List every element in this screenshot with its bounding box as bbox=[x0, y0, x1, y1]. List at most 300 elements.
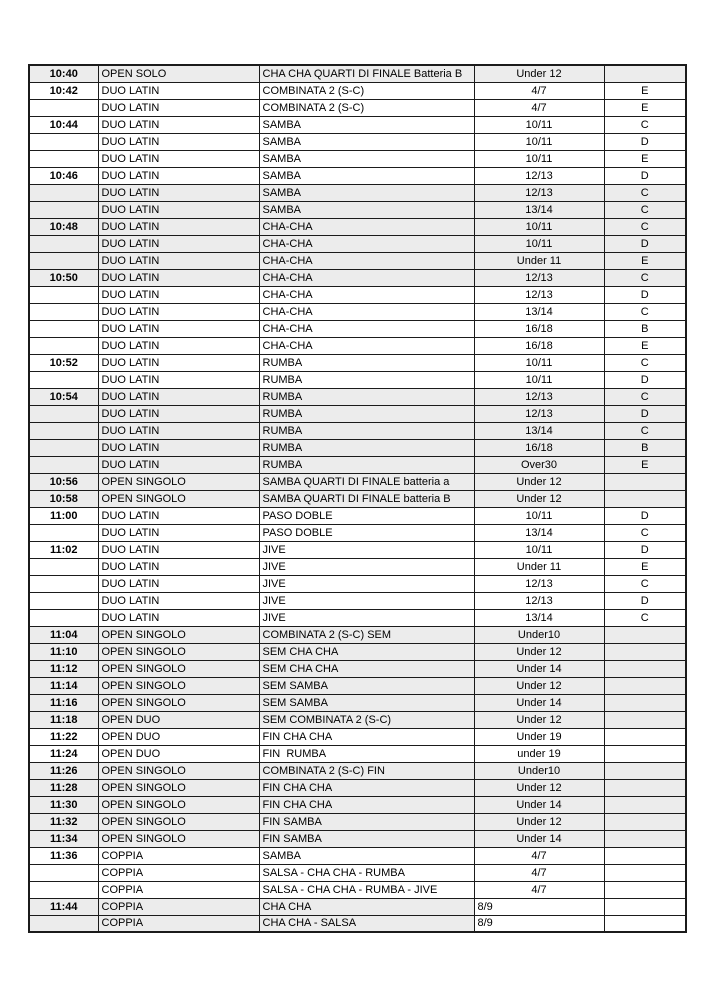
dance-cell: FIN SAMBA bbox=[259, 830, 474, 847]
dance-cell: RUMBA bbox=[259, 388, 474, 405]
dance-cell: FIN CHA CHA bbox=[259, 728, 474, 745]
dance-cell: RUMBA bbox=[259, 422, 474, 439]
dance-cell: CHA-CHA bbox=[259, 303, 474, 320]
class-letter-cell bbox=[604, 881, 686, 898]
dance-cell: JIVE bbox=[259, 558, 474, 575]
table-row bbox=[29, 694, 686, 711]
class-letter-cell: D bbox=[604, 405, 686, 422]
age-group-cell: 13/14 bbox=[474, 303, 604, 320]
table-row bbox=[29, 65, 686, 82]
class-letter-cell bbox=[604, 796, 686, 813]
category-cell: OPEN SINGOLO bbox=[98, 830, 259, 847]
age-group-cell: Under 14 bbox=[474, 660, 604, 677]
time-cell: 11:34 bbox=[29, 830, 98, 847]
table-row bbox=[29, 371, 686, 388]
time-cell: 11:36 bbox=[29, 847, 98, 864]
time-cell: 10:46 bbox=[29, 167, 98, 184]
class-letter-cell: C bbox=[604, 354, 686, 371]
dance-cell: JIVE bbox=[259, 541, 474, 558]
table-row bbox=[29, 626, 686, 643]
class-letter-cell: E bbox=[604, 150, 686, 167]
category-cell: OPEN SINGOLO bbox=[98, 643, 259, 660]
dance-cell: CHA-CHA bbox=[259, 286, 474, 303]
age-group-cell: 12/13 bbox=[474, 388, 604, 405]
class-letter-cell: D bbox=[604, 235, 686, 252]
time-cell bbox=[29, 405, 98, 422]
table-row bbox=[29, 235, 686, 252]
time-cell bbox=[29, 864, 98, 881]
time-cell: 11:44 bbox=[29, 898, 98, 915]
table-row bbox=[29, 609, 686, 626]
dance-cell: SEM CHA CHA bbox=[259, 660, 474, 677]
age-group-cell: Under 12 bbox=[474, 643, 604, 660]
dance-cell: SEM COMBINATA 2 (S-C) bbox=[259, 711, 474, 728]
category-cell: DUO LATIN bbox=[98, 252, 259, 269]
table-row bbox=[29, 779, 686, 796]
category-cell: OPEN SOLO bbox=[98, 65, 259, 82]
table-row bbox=[29, 388, 686, 405]
age-group-cell: 16/18 bbox=[474, 439, 604, 456]
table-row bbox=[29, 490, 686, 507]
category-cell: DUO LATIN bbox=[98, 422, 259, 439]
schedule-table bbox=[28, 64, 687, 933]
category-cell: DUO LATIN bbox=[98, 405, 259, 422]
age-group-cell: 12/13 bbox=[474, 575, 604, 592]
class-letter-cell bbox=[604, 915, 686, 932]
time-cell: 10:56 bbox=[29, 473, 98, 490]
dance-cell: SAMBA bbox=[259, 847, 474, 864]
age-group-cell: 12/13 bbox=[474, 269, 604, 286]
time-cell bbox=[29, 456, 98, 473]
category-cell: OPEN SINGOLO bbox=[98, 762, 259, 779]
category-cell: DUO LATIN bbox=[98, 439, 259, 456]
time-cell bbox=[29, 422, 98, 439]
dance-cell: FIN SAMBA bbox=[259, 813, 474, 830]
category-cell: OPEN DUO bbox=[98, 711, 259, 728]
age-group-cell: 10/11 bbox=[474, 218, 604, 235]
time-cell: 10:44 bbox=[29, 116, 98, 133]
class-letter-cell: C bbox=[604, 201, 686, 218]
schedule-table-body bbox=[29, 65, 686, 932]
class-letter-cell: C bbox=[604, 269, 686, 286]
class-letter-cell: C bbox=[604, 388, 686, 405]
age-group-cell: Under 14 bbox=[474, 796, 604, 813]
age-group-cell: Under 12 bbox=[474, 711, 604, 728]
time-cell bbox=[29, 524, 98, 541]
age-group-cell: 10/11 bbox=[474, 354, 604, 371]
age-group-cell: 13/14 bbox=[474, 524, 604, 541]
table-row bbox=[29, 524, 686, 541]
category-cell: OPEN DUO bbox=[98, 745, 259, 762]
time-cell: 10:58 bbox=[29, 490, 98, 507]
time-cell bbox=[29, 99, 98, 116]
age-group-cell: 16/18 bbox=[474, 337, 604, 354]
class-letter-cell: C bbox=[604, 609, 686, 626]
time-cell: 11:12 bbox=[29, 660, 98, 677]
age-group-cell: Over30 bbox=[474, 456, 604, 473]
age-group-cell: 12/13 bbox=[474, 167, 604, 184]
table-row bbox=[29, 99, 686, 116]
dance-cell: SAMBA QUARTI DI FINALE batteria a bbox=[259, 473, 474, 490]
dance-cell: PASO DOBLE bbox=[259, 524, 474, 541]
time-cell: 11:00 bbox=[29, 507, 98, 524]
category-cell: OPEN SINGOLO bbox=[98, 473, 259, 490]
time-cell: 10:40 bbox=[29, 65, 98, 82]
dance-cell: COMBINATA 2 (S-C) bbox=[259, 99, 474, 116]
dance-cell: SAMBA bbox=[259, 201, 474, 218]
age-group-cell: Under 12 bbox=[474, 677, 604, 694]
category-cell: OPEN SINGOLO bbox=[98, 660, 259, 677]
category-cell: COPPIA bbox=[98, 915, 259, 932]
dance-cell: CHA CHA - SALSA bbox=[259, 915, 474, 932]
age-group-cell: Under 12 bbox=[474, 65, 604, 82]
category-cell: DUO LATIN bbox=[98, 337, 259, 354]
age-group-cell: 13/14 bbox=[474, 609, 604, 626]
table-row bbox=[29, 881, 686, 898]
table-row bbox=[29, 150, 686, 167]
category-cell: OPEN SINGOLO bbox=[98, 677, 259, 694]
time-cell bbox=[29, 150, 98, 167]
age-group-cell: Under 12 bbox=[474, 490, 604, 507]
table-row bbox=[29, 201, 686, 218]
time-cell bbox=[29, 320, 98, 337]
class-letter-cell: C bbox=[604, 218, 686, 235]
category-cell: OPEN DUO bbox=[98, 728, 259, 745]
dance-cell: CHA-CHA bbox=[259, 235, 474, 252]
dance-cell: SALSA - CHA CHA - RUMBA bbox=[259, 864, 474, 881]
table-row bbox=[29, 167, 686, 184]
class-letter-cell: D bbox=[604, 167, 686, 184]
class-letter-cell bbox=[604, 473, 686, 490]
class-letter-cell: D bbox=[604, 507, 686, 524]
category-cell: COPPIA bbox=[98, 864, 259, 881]
dance-cell: SAMBA QUARTI DI FINALE batteria B bbox=[259, 490, 474, 507]
dance-cell: SEM CHA CHA bbox=[259, 643, 474, 660]
class-letter-cell: D bbox=[604, 541, 686, 558]
class-letter-cell bbox=[604, 626, 686, 643]
table-row bbox=[29, 473, 686, 490]
class-letter-cell: C bbox=[604, 303, 686, 320]
dance-cell: FIN CHA CHA bbox=[259, 779, 474, 796]
table-row bbox=[29, 269, 686, 286]
category-cell: DUO LATIN bbox=[98, 133, 259, 150]
time-cell bbox=[29, 303, 98, 320]
table-row bbox=[29, 133, 686, 150]
class-letter-cell: E bbox=[604, 99, 686, 116]
time-cell bbox=[29, 235, 98, 252]
dance-cell: JIVE bbox=[259, 575, 474, 592]
class-letter-cell: C bbox=[604, 184, 686, 201]
table-row bbox=[29, 677, 686, 694]
dance-cell: SAMBA bbox=[259, 184, 474, 201]
table-row bbox=[29, 252, 686, 269]
class-letter-cell bbox=[604, 864, 686, 881]
category-cell: DUO LATIN bbox=[98, 218, 259, 235]
class-letter-cell bbox=[604, 762, 686, 779]
table-row bbox=[29, 813, 686, 830]
category-cell: DUO LATIN bbox=[98, 456, 259, 473]
table-row bbox=[29, 898, 686, 915]
table-row bbox=[29, 830, 686, 847]
table-row bbox=[29, 558, 686, 575]
age-group-cell: 10/11 bbox=[474, 541, 604, 558]
time-cell: 11:16 bbox=[29, 694, 98, 711]
dance-cell: CHA-CHA bbox=[259, 252, 474, 269]
table-row bbox=[29, 864, 686, 881]
table-row bbox=[29, 507, 686, 524]
category-cell: DUO LATIN bbox=[98, 303, 259, 320]
time-cell bbox=[29, 609, 98, 626]
dance-cell: RUMBA bbox=[259, 354, 474, 371]
dance-cell: CHA-CHA bbox=[259, 218, 474, 235]
category-cell: DUO LATIN bbox=[98, 541, 259, 558]
class-letter-cell bbox=[604, 830, 686, 847]
age-group-cell: Under10 bbox=[474, 626, 604, 643]
table-row bbox=[29, 575, 686, 592]
category-cell: DUO LATIN bbox=[98, 558, 259, 575]
dance-cell: COMBINATA 2 (S-C) SEM bbox=[259, 626, 474, 643]
age-group-cell: 10/11 bbox=[474, 235, 604, 252]
table-row bbox=[29, 116, 686, 133]
dance-cell: CHA CHA bbox=[259, 898, 474, 915]
table-row bbox=[29, 184, 686, 201]
category-cell: DUO LATIN bbox=[98, 269, 259, 286]
category-cell: DUO LATIN bbox=[98, 184, 259, 201]
dance-cell: COMBINATA 2 (S-C) bbox=[259, 82, 474, 99]
class-letter-cell: D bbox=[604, 371, 686, 388]
dance-cell: FIN CHA CHA bbox=[259, 796, 474, 813]
class-letter-cell bbox=[604, 711, 686, 728]
category-cell: OPEN SINGOLO bbox=[98, 796, 259, 813]
age-group-cell: 8/9 bbox=[474, 898, 604, 915]
dance-cell: COMBINATA 2 (S-C) FIN bbox=[259, 762, 474, 779]
class-letter-cell: E bbox=[604, 82, 686, 99]
category-cell: DUO LATIN bbox=[98, 388, 259, 405]
class-letter-cell: C bbox=[604, 575, 686, 592]
age-group-cell: 10/11 bbox=[474, 133, 604, 150]
category-cell: COPPIA bbox=[98, 847, 259, 864]
class-letter-cell bbox=[604, 677, 686, 694]
age-group-cell: 8/9 bbox=[474, 915, 604, 932]
category-cell: DUO LATIN bbox=[98, 82, 259, 99]
age-group-cell: 10/11 bbox=[474, 150, 604, 167]
class-letter-cell: D bbox=[604, 286, 686, 303]
age-group-cell: Under 19 bbox=[474, 728, 604, 745]
class-letter-cell: C bbox=[604, 524, 686, 541]
category-cell: DUO LATIN bbox=[98, 524, 259, 541]
dance-cell: RUMBA bbox=[259, 371, 474, 388]
age-group-cell: 10/11 bbox=[474, 507, 604, 524]
time-cell bbox=[29, 575, 98, 592]
category-cell: DUO LATIN bbox=[98, 150, 259, 167]
time-cell: 11:10 bbox=[29, 643, 98, 660]
table-row bbox=[29, 541, 686, 558]
category-cell: DUO LATIN bbox=[98, 507, 259, 524]
age-group-cell: Under 11 bbox=[474, 558, 604, 575]
age-group-cell: 12/13 bbox=[474, 286, 604, 303]
dance-cell: SAMBA bbox=[259, 116, 474, 133]
category-cell: COPPIA bbox=[98, 898, 259, 915]
dance-cell: SEM SAMBA bbox=[259, 677, 474, 694]
dance-cell: CHA-CHA bbox=[259, 320, 474, 337]
category-cell: DUO LATIN bbox=[98, 235, 259, 252]
class-letter-cell: E bbox=[604, 558, 686, 575]
class-letter-cell: B bbox=[604, 320, 686, 337]
time-cell: 11:18 bbox=[29, 711, 98, 728]
class-letter-cell bbox=[604, 490, 686, 507]
table-row bbox=[29, 643, 686, 660]
class-letter-cell bbox=[604, 728, 686, 745]
time-cell: 10:42 bbox=[29, 82, 98, 99]
class-letter-cell: D bbox=[604, 592, 686, 609]
table-row bbox=[29, 218, 686, 235]
time-cell bbox=[29, 881, 98, 898]
time-cell bbox=[29, 133, 98, 150]
dance-cell: RUMBA bbox=[259, 456, 474, 473]
time-cell bbox=[29, 286, 98, 303]
class-letter-cell: E bbox=[604, 252, 686, 269]
dance-cell: CHA-CHA bbox=[259, 269, 474, 286]
table-row bbox=[29, 711, 686, 728]
time-cell: 11:24 bbox=[29, 745, 98, 762]
age-group-cell: 4/7 bbox=[474, 864, 604, 881]
time-cell: 11:28 bbox=[29, 779, 98, 796]
age-group-cell: Under 14 bbox=[474, 694, 604, 711]
category-cell: OPEN SINGOLO bbox=[98, 779, 259, 796]
class-letter-cell bbox=[604, 779, 686, 796]
time-cell: 11:02 bbox=[29, 541, 98, 558]
age-group-cell: 16/18 bbox=[474, 320, 604, 337]
age-group-cell: 10/11 bbox=[474, 371, 604, 388]
class-letter-cell: B bbox=[604, 439, 686, 456]
time-cell bbox=[29, 439, 98, 456]
time-cell bbox=[29, 371, 98, 388]
dance-cell: CHA-CHA bbox=[259, 337, 474, 354]
time-cell: 10:52 bbox=[29, 354, 98, 371]
dance-cell: SALSA - CHA CHA - RUMBA - JIVE bbox=[259, 881, 474, 898]
table-row bbox=[29, 728, 686, 745]
time-cell bbox=[29, 201, 98, 218]
time-cell bbox=[29, 592, 98, 609]
age-group-cell: Under 12 bbox=[474, 813, 604, 830]
category-cell: DUO LATIN bbox=[98, 286, 259, 303]
dance-cell: JIVE bbox=[259, 592, 474, 609]
category-cell: COPPIA bbox=[98, 881, 259, 898]
dance-cell: SAMBA bbox=[259, 133, 474, 150]
category-cell: DUO LATIN bbox=[98, 167, 259, 184]
age-group-cell: 13/14 bbox=[474, 422, 604, 439]
time-cell: 10:48 bbox=[29, 218, 98, 235]
table-row bbox=[29, 796, 686, 813]
dance-cell: CHA CHA QUARTI DI FINALE Batteria B bbox=[259, 65, 474, 82]
category-cell: DUO LATIN bbox=[98, 201, 259, 218]
category-cell: DUO LATIN bbox=[98, 320, 259, 337]
table-row bbox=[29, 592, 686, 609]
time-cell: 10:50 bbox=[29, 269, 98, 286]
time-cell: 11:26 bbox=[29, 762, 98, 779]
dance-cell: SEM SAMBA bbox=[259, 694, 474, 711]
class-letter-cell bbox=[604, 643, 686, 660]
class-letter-cell: E bbox=[604, 337, 686, 354]
time-cell: 11:14 bbox=[29, 677, 98, 694]
time-cell bbox=[29, 337, 98, 354]
time-cell: 11:30 bbox=[29, 796, 98, 813]
time-cell bbox=[29, 252, 98, 269]
table-row bbox=[29, 847, 686, 864]
time-cell bbox=[29, 184, 98, 201]
class-letter-cell bbox=[604, 813, 686, 830]
table-row bbox=[29, 286, 686, 303]
category-cell: DUO LATIN bbox=[98, 354, 259, 371]
class-letter-cell bbox=[604, 745, 686, 762]
class-letter-cell: C bbox=[604, 116, 686, 133]
age-group-cell: Under10 bbox=[474, 762, 604, 779]
category-cell: OPEN SINGOLO bbox=[98, 694, 259, 711]
dance-cell: JIVE bbox=[259, 609, 474, 626]
class-letter-cell: E bbox=[604, 456, 686, 473]
time-cell bbox=[29, 558, 98, 575]
dance-cell: RUMBA bbox=[259, 405, 474, 422]
age-group-cell: 12/13 bbox=[474, 405, 604, 422]
dance-cell: RUMBA bbox=[259, 439, 474, 456]
dance-cell: FIN RUMBA bbox=[259, 745, 474, 762]
category-cell: OPEN SINGOLO bbox=[98, 626, 259, 643]
age-group-cell: 10/11 bbox=[474, 116, 604, 133]
time-cell: 11:22 bbox=[29, 728, 98, 745]
class-letter-cell: C bbox=[604, 422, 686, 439]
category-cell: DUO LATIN bbox=[98, 609, 259, 626]
class-letter-cell bbox=[604, 65, 686, 82]
table-row bbox=[29, 354, 686, 371]
category-cell: OPEN SINGOLO bbox=[98, 813, 259, 830]
category-cell: OPEN SINGOLO bbox=[98, 490, 259, 507]
category-cell: DUO LATIN bbox=[98, 371, 259, 388]
category-cell: DUO LATIN bbox=[98, 99, 259, 116]
class-letter-cell bbox=[604, 660, 686, 677]
class-letter-cell bbox=[604, 898, 686, 915]
age-group-cell: Under 14 bbox=[474, 830, 604, 847]
age-group-cell: 4/7 bbox=[474, 82, 604, 99]
table-row bbox=[29, 405, 686, 422]
age-group-cell: Under 11 bbox=[474, 252, 604, 269]
age-group-cell: 13/14 bbox=[474, 201, 604, 218]
time-cell: 11:04 bbox=[29, 626, 98, 643]
dance-cell: SAMBA bbox=[259, 167, 474, 184]
table-row bbox=[29, 439, 686, 456]
table-row bbox=[29, 915, 686, 932]
class-letter-cell bbox=[604, 847, 686, 864]
class-letter-cell bbox=[604, 694, 686, 711]
table-row bbox=[29, 422, 686, 439]
category-cell: DUO LATIN bbox=[98, 592, 259, 609]
age-group-cell: 4/7 bbox=[474, 881, 604, 898]
age-group-cell: 4/7 bbox=[474, 847, 604, 864]
class-letter-cell: D bbox=[604, 133, 686, 150]
table-row bbox=[29, 82, 686, 99]
age-group-cell: 12/13 bbox=[474, 592, 604, 609]
category-cell: DUO LATIN bbox=[98, 116, 259, 133]
age-group-cell: Under 12 bbox=[474, 779, 604, 796]
table-row bbox=[29, 762, 686, 779]
table-row bbox=[29, 456, 686, 473]
time-cell: 10:54 bbox=[29, 388, 98, 405]
table-row bbox=[29, 745, 686, 762]
time-cell bbox=[29, 915, 98, 932]
dance-cell: PASO DOBLE bbox=[259, 507, 474, 524]
table-row bbox=[29, 320, 686, 337]
category-cell: DUO LATIN bbox=[98, 575, 259, 592]
table-row bbox=[29, 303, 686, 320]
